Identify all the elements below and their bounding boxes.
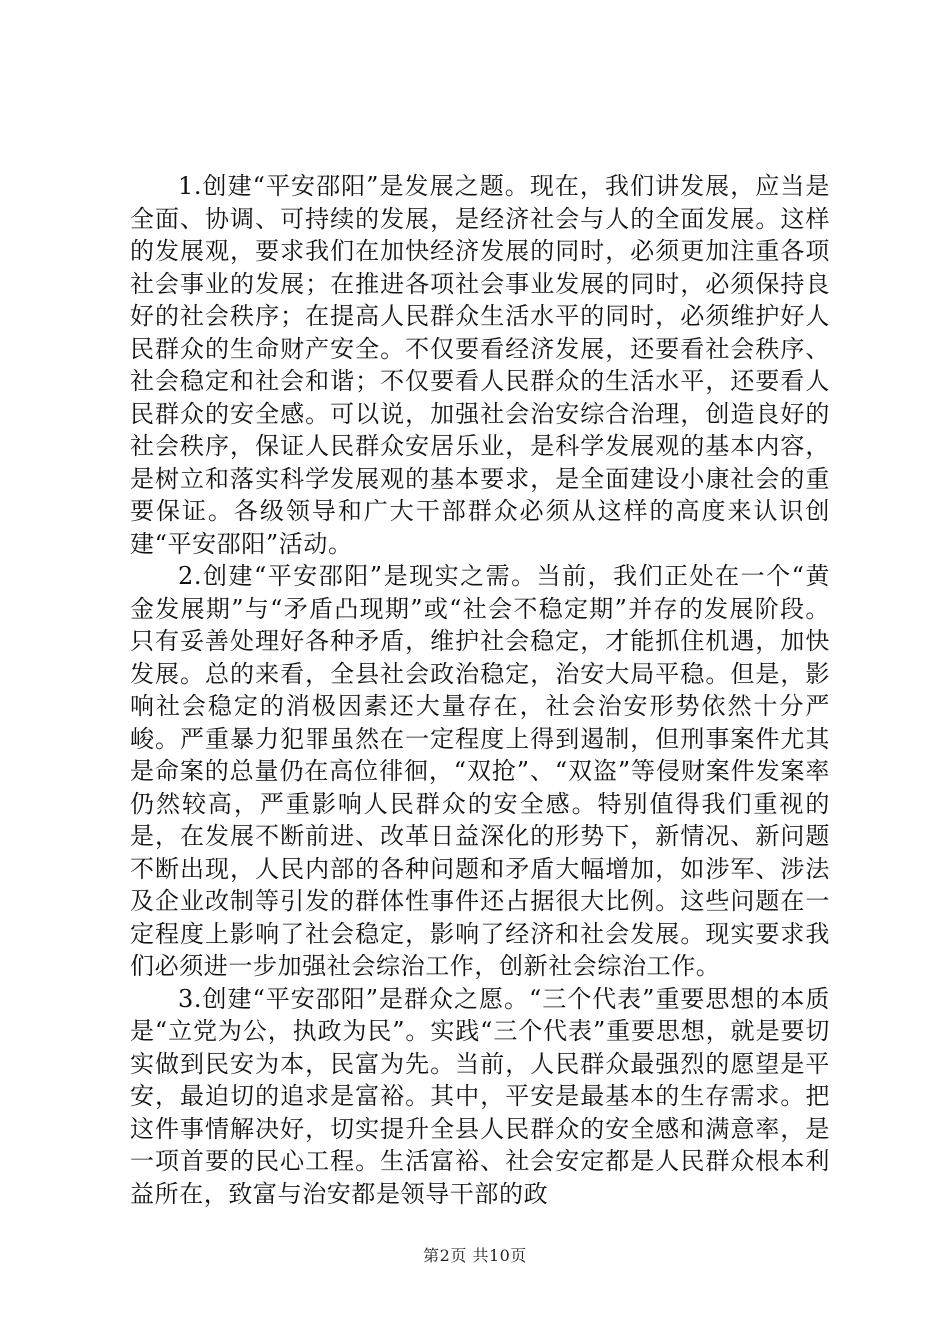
page-number-label: 第2页 共10页 <box>423 1246 527 1265</box>
paragraph-3: 3.创建“平安邵阳”是群众之愿。“三个代表”重要思想的本质是“立党为公，执政为民”。实践“三个代表”重要思想，就是要切实做到民安为本，民富为先。当前，人民群众最强烈的愿望是平安，最迫切的追求是富裕。其中，平安是最基本的生存需求。把这件事情解决好，切实提升全县人民群众的安全感和满意率，是一项首要的民心工程。生活富裕、社会安定都是人民群众根本利益所在，致富与治安都是领导干部的政 <box>130 984 830 1208</box>
document-body <box>130 170 830 1210</box>
page-footer <box>0 1243 950 1266</box>
paragraph-2: 2.创建“平安邵阳”是现实之需。当前，我们正处在一个“黄金发展期”与“矛盾凸现期”或“社会不稳定期”并存的发展阶段。只有妥善处理好各种矛盾，维护社会稳定，才能抓住机遇，加快发展。总的来看，全县社会政治稳定，治安大局平稳。但是，影响社会稳定的消极因素还大量存在，社会治安形势依然十分严峻。严重暴力犯罪虽然在一定程度上得到遏制，但刑事案件尤其是命案的总量仍在高位徘徊，“双抢”、“双盗”等侵财案件发案率仍然较高，严重影响人民群众的安全感。特别值得我们重视的是，在发展不断前进、改革日益深化的形势下，新情况、新问题不断出现，人民内部的各种问题和矛盾大幅增加，如涉军、涉法及企业改制等引发的群体性事件还占据很大比例。这些问题在一定程度上影响了社会稳定，影响了经济和社会发展。现实要求我们必须进一步加强社会综治工作，创新社会综治工作。 <box>130 562 830 980</box>
paragraph-1: 1.创建“平安邵阳”是发展之题。现在，我们讲发展，应当是全面、协调、可持续的发展，是经济社会与人的全面发展。这样的发展观，要求我们在加快经济发展的同时，必须更加注重各项社会事业的发展；在推进各项社会事业发展的同时，必须保持良好的社会秩序；在提高人民群众生活水平的同时，必须维护好人民群众的生命财产安全。不仅要看经济发展，还要看社会秩序、社会稳定和社会和谐；不仅要看人民群众的生活水平，还要看人民群众的安全感。可以说，加强社会治安综合治理，创造良好的社会秩序，保证人民群众安居乐业，是科学发展观的基本内容，是树立和落实科学发展观的基本要求，是全面建设小康社会的重要保证。各级领导和广大干部群众必须从这样的高度来认识创建“平安邵阳”活动。 <box>130 172 830 558</box>
